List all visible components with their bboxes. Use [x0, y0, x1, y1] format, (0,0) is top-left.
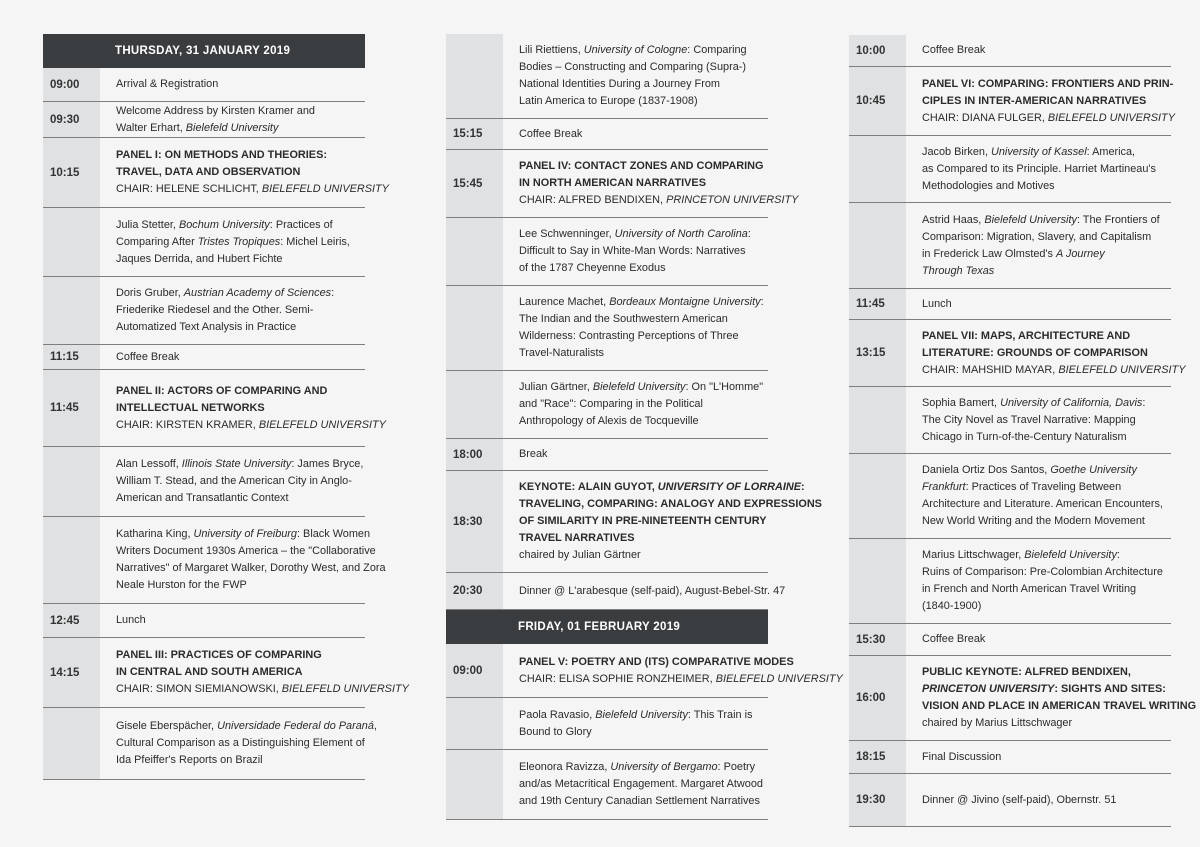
- text-line: Coffee Break: [116, 350, 180, 363]
- schedule-row: [849, 35, 1171, 67]
- text-line: TRAVELING, COMPARING: ANALOGY AND EXPRESSIONS: [519, 498, 822, 510]
- text-line: Gisele Eberspächer, Universidade Federal do Paraná,: [116, 720, 377, 732]
- session-description: [906, 136, 1171, 202]
- text-line: William T. Stead, and the American City in Anglo-: [116, 475, 352, 487]
- text-line: VISION AND PLACE IN AMERICAN TRAVEL WRITING: [922, 700, 1197, 712]
- text-line: CHAIR: ELISA SOPHIE RONZHEIMER, BIELEFELD UNIVERSITY: [519, 672, 843, 685]
- session-description: [906, 774, 1171, 826]
- text-line: Architecture and Literature. American Encounters,: [922, 498, 1163, 510]
- text-line: Neale Hurston for the FWP: [116, 579, 247, 591]
- time-slot: [849, 136, 906, 202]
- schedule-row: [43, 517, 386, 604]
- schedule-row: [849, 774, 1171, 827]
- session-description: [503, 371, 769, 438]
- text-line: Dinner @ L'arabesque (self-paid), August-Bebel-Str. 47: [519, 584, 786, 597]
- session-description: [100, 208, 365, 276]
- time-slot: [446, 286, 503, 370]
- time-slot: 19:30: [849, 774, 906, 826]
- text-line: Frankfurt: Practices of Traveling Between: [922, 481, 1122, 493]
- text-line: chaired by Marius Littschwager: [922, 717, 1073, 729]
- session-description: [503, 119, 768, 149]
- schedule-row: [446, 286, 768, 371]
- time-slot: [446, 218, 503, 285]
- text-line: Daniela Ortiz Dos Santos, Goethe University: [922, 464, 1137, 476]
- text-line: Bodies – Constructing and Comparing (Supra-): [519, 61, 747, 73]
- session-panel-row: [446, 471, 822, 573]
- schedule-row: [43, 345, 365, 370]
- text-line: Travel-Naturalists: [519, 347, 604, 359]
- text-line: Coffee Break: [922, 44, 986, 56]
- text-line: The Indian and the Southwestern American: [519, 313, 728, 325]
- text-line: American and Transatlantic Context: [116, 492, 289, 504]
- text-line: Comparing After Tristes Tropiques: Michel Leiris,: [116, 235, 350, 248]
- schedule-row: [849, 454, 1171, 539]
- text-line: Astrid Haas, Bielefeld University: The Frontiers of: [922, 213, 1160, 226]
- time-slot: 09:00: [43, 68, 100, 101]
- text-line: Anthropology of Alexis de Tocqueville: [519, 415, 699, 427]
- session-description: [503, 218, 768, 285]
- schedule-row: [446, 371, 768, 439]
- text-line: chaired by Julian Gärtner: [519, 549, 641, 561]
- time-slot: 16:00: [849, 656, 906, 740]
- session-description: [906, 656, 1200, 740]
- text-line: Difficult to Say in White-Man Words: Narratives: [519, 245, 746, 257]
- time-slot: [43, 447, 100, 516]
- text-line: Methodologies and Motives: [922, 179, 1055, 192]
- time-slot: [446, 371, 503, 438]
- text-line: Lili Riettiens, University of Cologne: Comparing: [519, 44, 747, 56]
- text-line: Cultural Comparison as a Distinguishing Element of: [116, 737, 365, 749]
- time-slot: 11:45: [43, 370, 100, 446]
- time-slot: 10:15: [43, 138, 100, 207]
- session-description: [906, 67, 1181, 135]
- text-line: in Frederick Law Olmsted's A Journey: [922, 247, 1105, 260]
- text-line: KEYNOTE: ALAIN GUYOT, UNIVERSITY OF LORRAINE:: [519, 481, 805, 493]
- session-panel-row: [446, 644, 843, 698]
- session-description: [906, 624, 1171, 655]
- session-description: [100, 604, 365, 637]
- time-slot: 11:15: [43, 345, 100, 369]
- schedule-row: [446, 698, 768, 750]
- session-panel-row: [849, 656, 1197, 741]
- text-line: Marius Littschwager, Bielefeld University:: [922, 549, 1120, 561]
- session-description: [503, 573, 791, 609]
- schedule-column-2: [446, 34, 843, 820]
- session-description: [503, 644, 849, 697]
- time-slot: 13:15: [849, 320, 906, 386]
- text-line: CHAIR: DIANA FULGER, BIELEFELD UNIVERSITY: [922, 111, 1175, 124]
- time-slot: 12:45: [43, 604, 100, 637]
- time-slot: 10:45: [849, 67, 906, 135]
- session-description: [906, 35, 1171, 66]
- text-line: The City Novel as Travel Narrative: Mapping: [922, 413, 1136, 426]
- session-panel-row: [849, 320, 1186, 387]
- session-description: [906, 203, 1171, 288]
- schedule-row: [849, 539, 1171, 624]
- schedule-row: [446, 218, 768, 286]
- text-line: LITERATURE: GROUNDS OF COMPARISON: [922, 346, 1148, 359]
- text-line: Lunch: [922, 297, 952, 310]
- session-description: [906, 454, 1171, 538]
- text-line: as Compared to its Principle. Harriet Martineau's: [922, 162, 1156, 175]
- schedule-row: [849, 387, 1171, 454]
- time-slot: 18:15: [849, 741, 906, 773]
- time-slot: 15:15: [446, 119, 503, 149]
- text-line: Ruins of Comparison: Pre-Colombian Architecture: [922, 566, 1163, 578]
- text-line: Walter Erhart, Bielefeld University: [116, 121, 279, 134]
- text-line: CHAIR: MAHSHID MAYAR, BIELEFELD UNIVERSITY: [922, 363, 1186, 376]
- text-line: Bound to Glory: [519, 725, 592, 738]
- session-panel-row: [43, 638, 409, 708]
- text-line: Arrival & Registration: [116, 78, 219, 90]
- session-description: [906, 741, 1171, 773]
- session-description: [906, 539, 1171, 623]
- text-line: in French and North American Travel Writing: [922, 583, 1137, 595]
- session-description: [100, 68, 365, 101]
- text-line: PANEL VI: COMPARING: FRONTIERS AND PRIN-: [922, 77, 1174, 90]
- text-line: PANEL VII: MAPS, ARCHITECTURE AND: [922, 329, 1131, 342]
- text-line: PANEL IV: CONTACT ZONES AND COMPARING: [519, 160, 764, 172]
- session-description: [503, 34, 768, 118]
- text-line: Jaques Derrida, and Hubert Fichte: [116, 252, 283, 265]
- schedule-row: [43, 102, 365, 138]
- session-description: [503, 286, 770, 370]
- time-slot: 14:15: [43, 638, 100, 707]
- text-line: TRAVEL NARRATIVES: [519, 532, 635, 544]
- schedule-row: [849, 289, 1171, 320]
- text-line: Jacob Birken, University of Kassel: America,: [922, 145, 1136, 158]
- time-slot: [849, 387, 906, 453]
- session-panel-row: [849, 67, 1175, 136]
- text-line: CHAIR: SIMON SIEMIANOWSKI, BIELEFELD UNIVERSITY: [116, 683, 409, 695]
- text-line: TRAVEL, DATA AND OBSERVATION: [116, 166, 301, 178]
- session-description: [503, 698, 768, 749]
- text-line: Through Texas: [922, 264, 995, 277]
- text-line: IN CENTRAL AND SOUTH AMERICA: [116, 666, 303, 678]
- schedule-column-3: [849, 35, 1197, 827]
- day-header: FRIDAY, 01 FEBRUARY 2019: [446, 610, 768, 644]
- text-line: Julian Gärtner, Bielefeld University: On "L'Homme": [519, 381, 764, 393]
- session-description: [503, 439, 768, 470]
- text-line: New World Writing and the Modern Movement: [922, 515, 1145, 527]
- text-line: Chicago in Turn-of-the-Century Naturalism: [922, 430, 1127, 443]
- time-slot: 20:30: [446, 573, 503, 609]
- text-line: Welcome Address by Kirsten Kramer and: [116, 104, 315, 117]
- text-line: CHAIR: ALFRED BENDIXEN, PRINCETON UNIVERSITY: [519, 194, 799, 206]
- text-line: Ida Pfeiffer's Reports on Brazil: [116, 754, 263, 766]
- schedule-row: [43, 708, 377, 780]
- text-line: of the 1787 Cheyenne Exodus: [519, 262, 666, 274]
- time-slot: [849, 203, 906, 288]
- time-slot: [446, 34, 503, 118]
- text-line: Coffee Break: [519, 127, 583, 140]
- schedule-row: [446, 34, 768, 119]
- session-panel-row: [43, 138, 389, 208]
- time-slot: 10:00: [849, 35, 906, 66]
- session-panel-row: [43, 370, 386, 447]
- session-description: [100, 517, 392, 603]
- schedule-column-1: [43, 34, 409, 780]
- session-description: [503, 150, 804, 217]
- text-line: Katharina King, University of Freiburg: Black Women: [116, 528, 371, 540]
- schedule-row: [849, 136, 1171, 203]
- schedule-row: [43, 68, 365, 102]
- day-header: THURSDAY, 31 JANUARY 2019: [43, 34, 365, 68]
- text-line: Julia Stetter, Bochum University: Practices of: [116, 218, 333, 231]
- text-line: PANEL II: ACTORS OF COMPARING AND: [116, 384, 328, 397]
- text-line: (1840-1900): [922, 600, 982, 612]
- schedule-row: [43, 447, 365, 517]
- schedule-row: [446, 119, 768, 150]
- time-slot: [43, 277, 100, 344]
- session-description: [503, 471, 828, 572]
- session-description: [100, 370, 392, 446]
- time-slot: 09:00: [446, 644, 503, 697]
- schedule-row: [43, 208, 365, 277]
- schedule-row: [43, 604, 365, 638]
- text-line: Writers Document 1930s America – the "Collaborative: [116, 545, 376, 557]
- text-line: Coffee Break: [922, 633, 986, 645]
- time-slot: [43, 708, 100, 779]
- text-line: CIPLES IN INTER-AMERICAN NARRATIVES: [922, 94, 1147, 107]
- schedule-row: [849, 624, 1171, 656]
- text-line: INTELLECTUAL NETWORKS: [116, 401, 265, 414]
- text-line: Sophia Bamert, University of California, Davis:: [922, 396, 1146, 409]
- text-line: PANEL I: ON METHODS AND THEORIES:: [116, 149, 327, 161]
- time-slot: 15:30: [849, 624, 906, 655]
- text-line: CHAIR: HELENE SCHLICHT, BIELEFELD UNIVERSITY: [116, 183, 389, 195]
- text-line: OF SIMILARITY IN PRE-NINETEENTH CENTURY: [519, 515, 767, 527]
- text-line: Dinner @ Jivino (self-paid), Obernstr. 51: [922, 793, 1117, 806]
- schedule-row: [43, 277, 365, 345]
- text-line: National Identities During a Journey From: [519, 78, 720, 90]
- session-description: [100, 102, 365, 137]
- text-line: Wilderness: Contrasting Perceptions of Three: [519, 330, 739, 342]
- text-line: Final Discussion: [922, 750, 1002, 763]
- text-line: PRINCETON UNIVERSITY: SIGHTS AND SITES:: [922, 683, 1166, 695]
- text-line: CHAIR: KIRSTEN KRAMER, BIELEFELD UNIVERSITY: [116, 418, 386, 431]
- text-line: Alan Lessoff, Illinois State University: James Bryce,: [116, 458, 364, 470]
- session-description: [100, 447, 369, 516]
- text-line: PUBLIC KEYNOTE: ALFRED BENDIXEN,: [922, 666, 1131, 678]
- text-line: and/as Metacritical Engagement. Margaret Atwood: [519, 778, 763, 790]
- text-line: Lee Schwenninger, University of North Carolina:: [519, 228, 751, 240]
- text-line: Paola Ravasio, Bielefeld University: This Train is: [519, 708, 753, 721]
- session-panel-row: [446, 150, 799, 218]
- text-line: PANEL III: PRACTICES OF COMPARING: [116, 649, 322, 661]
- schedule-row: [849, 203, 1171, 289]
- session-description: [100, 277, 365, 344]
- text-line: Doris Gruber, Austrian Academy of Sciences:: [116, 287, 335, 299]
- time-slot: [446, 698, 503, 749]
- session-description: [503, 750, 769, 819]
- time-slot: 18:30: [446, 471, 503, 572]
- time-slot: [849, 454, 906, 538]
- session-description: [906, 387, 1171, 453]
- schedule-row: [446, 573, 786, 610]
- time-slot: 09:30: [43, 102, 100, 137]
- session-description: [100, 138, 395, 207]
- time-slot: [849, 539, 906, 623]
- text-line: Narratives" of Margaret Walker, Dorothy West, and Zora: [116, 562, 386, 574]
- text-line: IN NORTH AMERICAN NARRATIVES: [519, 177, 706, 189]
- session-description: [100, 345, 365, 369]
- time-slot: [43, 517, 100, 603]
- time-slot: 18:00: [446, 439, 503, 470]
- schedule-row: [446, 439, 768, 471]
- session-description: [100, 638, 415, 707]
- time-slot: 11:45: [849, 289, 906, 319]
- text-line: and 19th Century Canadian Settlement Narratives: [519, 795, 760, 807]
- text-line: Comparison: Migration, Slavery, and Capitalism: [922, 230, 1152, 243]
- text-line: Latin America to Europe (1837-1908): [519, 95, 698, 107]
- session-description: [906, 320, 1191, 386]
- time-slot: 15:45: [446, 150, 503, 217]
- text-line: Lunch: [116, 614, 146, 626]
- time-slot: [43, 208, 100, 276]
- schedule-row: [446, 750, 768, 820]
- session-description: [906, 289, 1171, 319]
- text-line: Eleonora Ravizza, University of Bergamo: Poetry: [519, 761, 756, 773]
- text-line: Automatized Text Analysis in Practice: [116, 321, 297, 333]
- text-line: PANEL V: POETRY AND (ITS) COMPARATIVE MODES: [519, 655, 794, 668]
- text-line: and "Race": Comparing in the Political: [519, 398, 703, 410]
- session-description: [100, 708, 383, 779]
- time-slot: [446, 750, 503, 819]
- schedule-row: [849, 741, 1171, 774]
- text-line: Laurence Machet, Bordeaux Montaigne University:: [519, 296, 764, 308]
- text-line: Friederike Riedesel and the Other. Semi-: [116, 304, 314, 316]
- text-line: Break: [519, 448, 548, 460]
